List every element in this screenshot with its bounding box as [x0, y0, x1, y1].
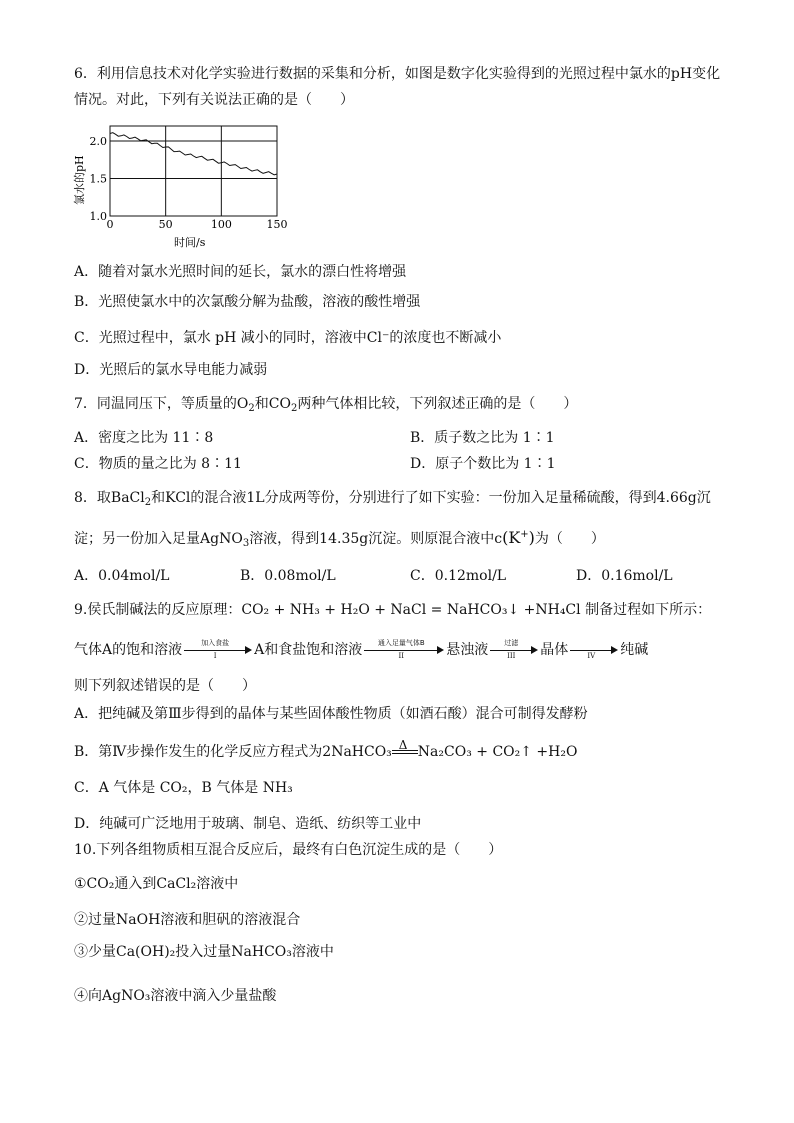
q7-option-d: D．原子个数比为 1∶1: [410, 456, 556, 472]
flow-step-5: 纯碱: [620, 642, 649, 658]
q8-l2c: (K: [502, 528, 521, 547]
q10-item-1: ①CO₂通入到CaCl₂溶液中: [74, 876, 239, 892]
q10-item-3: ③少量Ca(OH)₂投入过量NaHCO₃溶液中: [74, 944, 334, 960]
x-axis-label: 时间/s: [174, 236, 206, 249]
y-axis-label: 氯水的pH: [73, 155, 86, 205]
flow-step-4: 晶体: [540, 642, 569, 658]
q7-option-c: C．物质的量之比为 8∶11: [74, 456, 242, 472]
ph-chart: [72, 120, 302, 250]
arrow-icon: [184, 639, 252, 660]
q8-option-a: A．0.04mol/L: [74, 568, 170, 584]
q7-stem: [74, 394, 577, 414]
arrow-icon: [490, 639, 538, 660]
q7-option-b: B．质子数之比为 1∶1: [410, 430, 555, 446]
q9-flow: [74, 640, 648, 660]
q8-option-d: D．0.16mol/L: [576, 568, 673, 584]
q9-stem: 9.侯氏制碱法的反应原理：CO₂ + NH₃ + H₂O + NaCl = NaHCO₃↓ +NH₄Cl 制备过程如下所示：: [74, 602, 712, 618]
q8-l2e: 为（ ）: [534, 531, 605, 547]
q8-l2d: ): [528, 528, 535, 547]
q8-stem-line1: [74, 488, 711, 508]
flow-step-2: A和食盐饱和溶液: [254, 642, 363, 658]
q7-stem-c: 两种气体相比较，下列叙述正确的是（ ）: [297, 396, 578, 412]
agno3-subscript: 3: [242, 538, 250, 549]
q7-stem-b: 和CO: [254, 396, 291, 412]
q6-stem-line2: 情况。对此，下列有关说法正确的是（ ）: [74, 92, 354, 108]
q9-option-d: D．纯碱可广泛地用于玻璃、制皂、造纸、纺织等工业中: [74, 816, 422, 832]
q10-item-4: ④向AgNO₃溶液中滴入少量盐酸: [74, 988, 277, 1004]
flow-step-3: 悬浊液: [446, 642, 489, 658]
x-tick-label: 0: [106, 218, 114, 231]
x-tick-label: 100: [210, 218, 232, 231]
q9-option-c: C．A 气体是 CO₂，B 气体是 NH₃: [74, 780, 293, 796]
q6-option-d: D．光照后的氯水导电能力减弱: [74, 362, 268, 378]
arrow-step-4: IV: [587, 652, 596, 660]
q10-item-2: ②过量NaOH溶液和胆矾的溶液混合: [74, 912, 301, 928]
q8-stem-line2: [74, 528, 605, 549]
ph-series-line: [110, 133, 277, 175]
q6-option-a: A．随着对氯水光照时间的延长，氯水的漂白性将增强: [74, 264, 407, 280]
q8-option-b: B．0.08mol/L: [240, 568, 336, 584]
arrow-step-1: I: [213, 652, 217, 660]
arrow-label-2: 通入足量气体B: [377, 639, 425, 647]
q9-option-a: A．把纯碱及第Ⅲ步得到的晶体与某些固体酸性物质（如酒石酸）混合可制得发酵粉: [74, 706, 588, 722]
flow-step-1: 气体A的饱和溶液: [74, 642, 183, 658]
y-tick-label: 1.0: [89, 210, 107, 223]
delta-symbol: Δ: [398, 738, 408, 752]
heating-equals-sign: [392, 738, 418, 759]
q9-option-b-pre: B．第Ⅳ步操作发生的化学反应方程式为: [74, 744, 323, 760]
y-tick-label: 2.0: [89, 135, 107, 148]
arrow-step-2: II: [398, 652, 405, 660]
co2-subscript: 2: [290, 403, 298, 414]
arrow-label-1: 加入食盐: [201, 639, 230, 647]
y-tick-label: 1.5: [89, 172, 107, 186]
q8-l1b: 和KCl的混合液1L分成两等份，分别进行了如下实验：一份加入足量稀硫酸，得到4.66g沉: [151, 490, 711, 506]
arrow-label-3: 过滤: [504, 639, 519, 647]
q9-question: 则下列叙述错误的是（ ）: [74, 678, 256, 694]
q9-option-b-eq: 2NaHCO₃: [322, 744, 392, 760]
q6-option-c: C．光照过程中，氯水 pH 减小的同时，溶液中Cl⁻的浓度也不断减小: [74, 330, 502, 346]
ph-chart-svg: [72, 120, 302, 250]
q8-l1a: 8．取BaCl: [74, 490, 145, 506]
arrow-step-3: III: [507, 652, 516, 660]
x-tick-label: 150: [266, 218, 288, 231]
arrow-icon: [364, 639, 444, 660]
k-superscript: +: [520, 529, 529, 540]
q7-option-a: A．密度之比为 11∶8: [74, 430, 214, 446]
q8-l2b: 溶液，得到14.35g沉淀。则原混合液中c: [249, 531, 503, 547]
arrow-icon: [570, 643, 618, 660]
q9-option-b: [74, 738, 578, 762]
bacl2-subscript: 2: [144, 497, 152, 508]
q6-stem-line1: 6．利用信息技术对化学实验进行数据的采集和分析，如图是数字化实验得到的光照过程中氯水的pH变化: [74, 66, 721, 82]
q6-option-b: B．光照使氯水中的次氯酸分解为盐酸，溶液的酸性增强: [74, 294, 421, 310]
q9-option-b-post: Na₂CO₃ + CO₂↑ +H₂O: [417, 744, 578, 760]
q10-stem: 10.下列各组物质相互混合反应后，最终有白色沉淀生成的是（ ）: [74, 842, 503, 858]
q7-stem-a: 7．同温同压下，等质量的O: [74, 396, 249, 412]
x-tick-label: 50: [158, 218, 173, 231]
q8-option-c: C．0.12mol/L: [410, 568, 507, 584]
q8-l2a: 淀；另一份加入足量AgNO: [74, 531, 243, 547]
o2-subscript: 2: [248, 403, 255, 414]
